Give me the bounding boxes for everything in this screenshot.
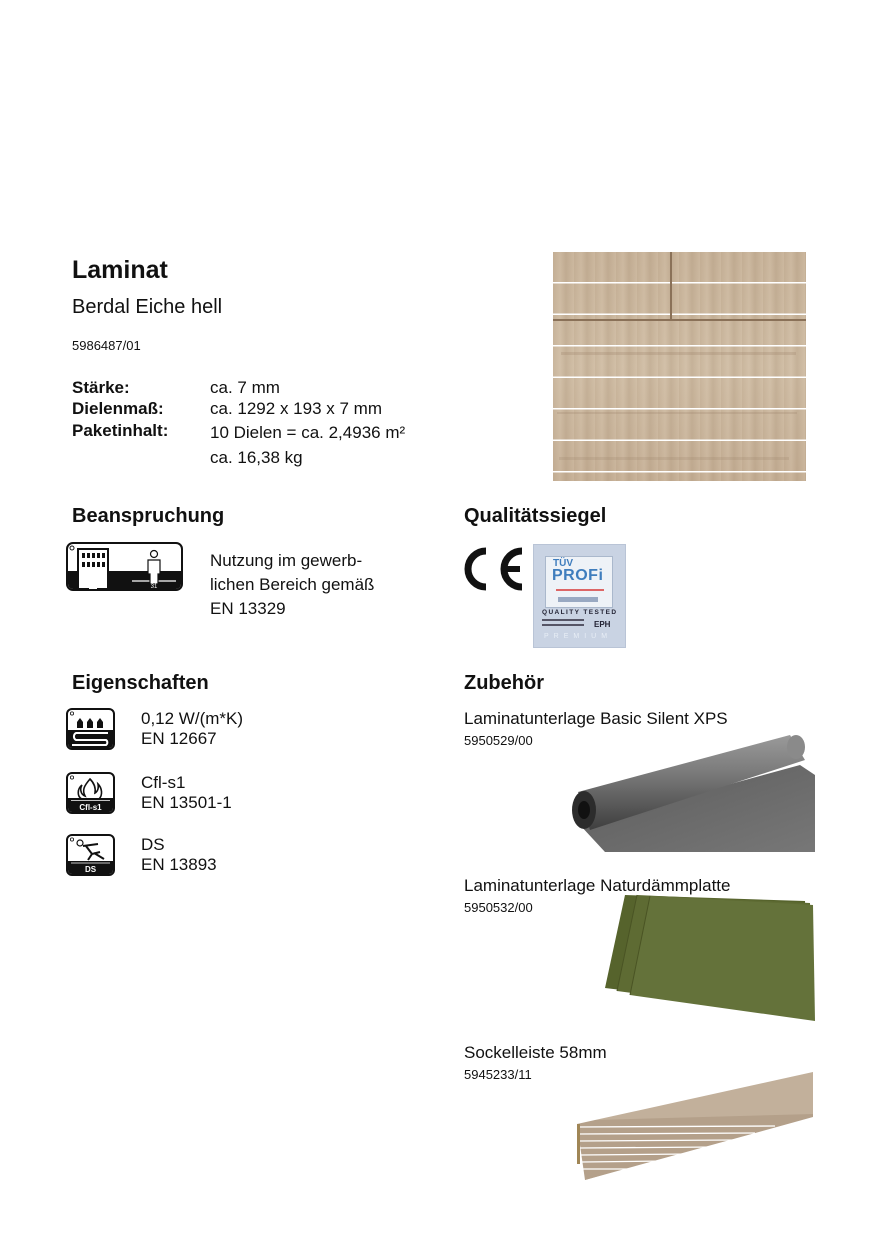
property-item-slip	[141, 835, 217, 875]
commercial-use-class-31-icon	[66, 542, 183, 591]
underfloor-heating-icon	[66, 708, 115, 750]
skirting-board-image	[575, 1062, 815, 1182]
spec-value-dimensions: ca. 1292 x 193 x 7 mm	[210, 399, 382, 418]
product-name: Berdal Eiche hell	[72, 296, 223, 318]
wood-floor-sample-image	[553, 252, 806, 481]
accessory-name: Sockelleiste 58mm	[464, 1043, 607, 1062]
insulation-boards-image	[605, 893, 815, 1021]
property-norm: EN 12667	[141, 729, 217, 748]
tuev-profi-seal-icon: TÜV PROFi QUALITY TESTED EPH PREMIUM	[533, 544, 626, 648]
property-item-thermal	[141, 709, 243, 749]
ce-mark-icon	[458, 545, 528, 593]
property-norm: EN 13501-1	[141, 793, 232, 812]
product-category-title: Laminat	[72, 256, 168, 284]
section-title-zubehoer: Zubehör	[464, 672, 544, 694]
section-title-beanspruchung: Beanspruchung	[72, 505, 225, 527]
svg-text:31: 31	[150, 584, 158, 589]
accessory-name: Laminatunterlage Basic Silent XPS	[464, 709, 728, 728]
fire-class-icon	[66, 772, 115, 814]
slip-resistance-icon	[66, 834, 115, 876]
property-value: DS	[141, 835, 165, 854]
spec-value-weight: ca. 16,38 kg	[210, 448, 303, 467]
spec-label-thickness: Stärke:	[72, 378, 130, 397]
beanspruchung-line-1: Nutzung im gewerb-	[210, 551, 363, 570]
beanspruchung-line-3: EN 13329	[210, 599, 286, 618]
beanspruchung-line-2: lichen Bereich gemäß	[210, 575, 375, 594]
spec-value-thickness: ca. 7 mm	[210, 378, 280, 397]
accessory-article-number: 5945233/11	[464, 1067, 532, 1082]
spec-label-package: Paketinhalt:	[72, 421, 169, 440]
svg-text:Cfl-s1: Cfl-s1	[79, 803, 102, 812]
spec-label-dimensions: Dielenmaß:	[72, 399, 164, 418]
accessory-name: Laminatunterlage Naturdämmplatte	[464, 876, 731, 895]
property-value: 0,12 W/(m*K)	[141, 709, 244, 728]
property-item-fire	[141, 773, 232, 813]
accessory-article-number: 5950529/00	[464, 733, 533, 748]
product-article-number: 5986487/01	[72, 338, 141, 353]
property-norm: EN 13893	[141, 855, 217, 874]
property-value: Cfl-s1	[141, 773, 186, 792]
section-title-qualitaetssiegel: Qualitätssiegel	[464, 505, 607, 527]
svg-text:DS: DS	[84, 865, 97, 874]
beanspruchung-description	[210, 550, 374, 619]
spec-value-package: 10 Dielen = ca. 2,4936 m²	[210, 423, 406, 442]
section-title-eigenschaften: Eigenschaften	[72, 672, 209, 694]
accessory-article-number: 5950532/00	[464, 900, 533, 915]
underlay-roll-image	[560, 730, 815, 852]
